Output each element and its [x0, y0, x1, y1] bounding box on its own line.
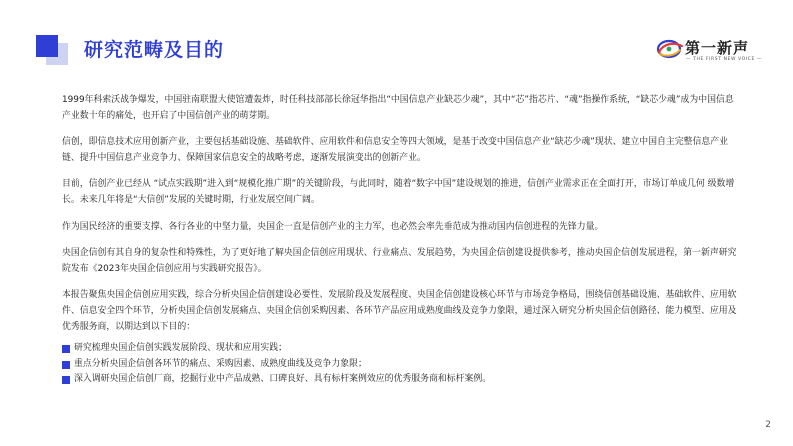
paragraph-current-stage: 目前，信创产业已经从 “试点实践期”进入到“规模化推广期”的关键阶段，与此同时，随着“数字中国”建设规划的推进，信创产业需求正在全面打开，市场订单成几何 级数增长。未来几年将是“大信创”发展的关键时期，行业发展空间广阔。 [62, 179, 735, 205]
page-title: 研究范畴及目的 [84, 39, 225, 61]
paragraph-background: 1999年科索沃战争爆发，中国驻南联盟大使馆遭轰炸，时任科技部部长徐冠华指出“中国信息产业缺芯少魂”，其中“芯”指芯片、“魂”指操作系统，“缺芯少魂”成为中国信息产业数十年的痛处，也开启了中国信创产业的萌芽期。 [62, 95, 734, 121]
title-decoration-dark-square-icon [36, 35, 58, 57]
objective-text: 研究梳理央国企信创实践发展阶段、现状和应用实践； [74, 343, 287, 354]
page-number: 2 [765, 420, 771, 430]
objective-item [62, 372, 738, 388]
square-bullet-icon [62, 345, 70, 353]
logo-subtext: — THE FIRST NEW VOICE — [686, 57, 763, 62]
objective-item [62, 357, 738, 373]
objective-item [62, 341, 738, 357]
objective-text: 重点分析央国企信创各环节的痛点、采购因素、成熟度曲线及竞争力象限； [74, 358, 367, 369]
objectives-list [62, 341, 738, 388]
square-bullet-icon [62, 376, 70, 384]
paragraph-soe-role: 作为国民经济的重要支撑、各行各业的中坚力量，央国企一直是信创产业的主力军，也必然会率先垂范成为推动国内信创进程的先锋力量。 [62, 221, 604, 232]
square-bullet-icon [62, 361, 70, 369]
paragraph-report-focus: 本报告聚焦央国企信创应用实践，综合分析央国企信创建设必要性、发展阶段及发展程度、央国企信创建设核心环节与市场竞争格局，围绕信创基础设施、基础软件、应用软件、信息安全四个环节，分析央国企信创发展痛点、央国企信创采购因素、各环节产品应用成熟度曲线及竞争力象限，通过深入研究分析央国企信创路径、能力模型、应用及优秀服务商，以期达到以下目的： [62, 290, 737, 332]
objective-text: 深入调研央国企信创厂商，挖掘行业中产品成熟、口碑良好、具有标杆案例效应的优秀服务商和标杆案例。 [74, 374, 492, 385]
brand-logo [656, 32, 768, 68]
paragraph-report-release: 央国企信创有其自身的复杂性和特殊性，为了更好地了解央国企信创应用现状、行业痛点、发展趋势，为央国企信创建设提供参考，推动央国企信创发展进程，第一新声研究院发布《2023年央国企信创应用与实践研究报告》。 [62, 248, 737, 274]
paragraph-definition: 信创，即信息技术应用创新产业，主要包括基础设施、基础软件、应用软件和信息安全等四大领域，是基于改变中国信息产业“缺芯少魂”现状、建立中国自主完整信息产业链、提升中国信息产业竞争力、保障国家信息安全的战略考虑，逐渐发展演变出的创新产业。 [62, 137, 728, 163]
logo-text: 第一新声 [685, 39, 750, 57]
swoosh-logo-icon [656, 38, 684, 60]
body-content [62, 93, 738, 388]
